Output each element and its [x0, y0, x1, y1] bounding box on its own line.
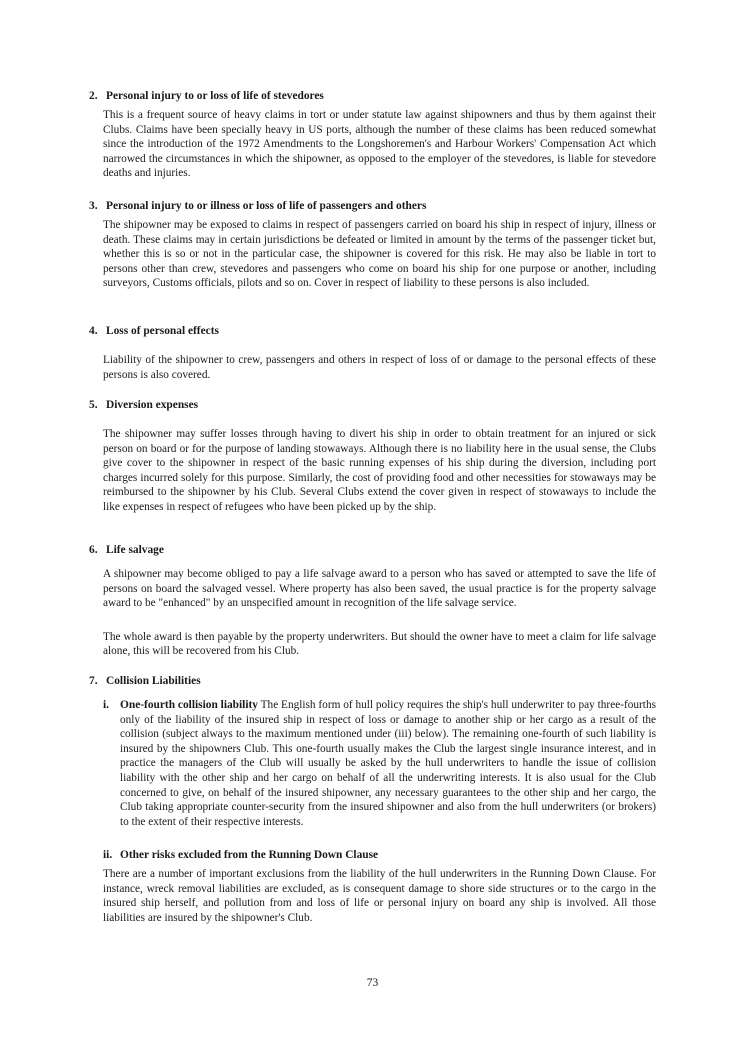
section-heading: 7. Collision Liabilities	[89, 675, 201, 687]
subsection-running-down-clause: ii. Other risks excluded from the Running Down Clause There are a number of important exclusions from the liability of the hull underwriters in the Running Down Clause. For instance, wreck removal liabilities are excluded, as is consequent damage to shore side structures or to the cargo in the insured ship herself, and pollution from and loss of life or personal injury on board any ship is involved. All those liabilities are insured by the shipowner's Club.	[89, 848, 656, 925]
section-heading: 3. Personal injury to or illness or loss of life of passengers and others	[89, 200, 427, 212]
section-personal-effects	[89, 324, 656, 382]
subsection-text: There are a number of important exclusions from the liability of the hull underwriters in the Running Down Clause. For instance, wreck removal liabilities are excluded, as is consequent damage to shore side structures or to the cargo in the insured ship herself, and pollution from and loss of life or personal injury on board any ship is involved. All those liabilities are insured by the shipowner's Club.	[103, 867, 656, 924]
section-paragraph: Liability of the shipowner to crew, passengers and others in respect of loss of or damage to the personal effects of these persons is also covered.	[103, 354, 656, 381]
section-diversion-expenses	[89, 398, 656, 515]
subsection-one-fourth-collision: i. One-fourth collision liability The English form of hull policy requires the ship's hull underwriter to pay three-fourths only of the liability of the insured ship in respect of loss or damage to another ship or her cargo as a result of the collision (subject always to the maximum mentioned under (iii) below). The remaining one-fourth of such liability is insured by the shipowners Club. This one-fourth usually makes the Club the largest single insurance interest, and in practice the managers of the Club will usually be asked by the hull underwriters to handle the issue of collision liability with the other ship and her cargo on behalf of all the underwriting interests. It is also usual for the Club concerned to give, on behalf of the insured shipowner, any necessary guarantees to the other ship and her cargo, the Club taking appropriate counter-security from the insured shipowner and also from the hull underwriters (or brokers) to the extent of their respective interests.	[103, 699, 656, 828]
section-paragraph: The shipowner may suffer losses through having to divert his ship in order to obtain treatment for an injured or sick person on board or for the purpose of landing stowaways. Although there is no liability here in the usual sense, the Clubs give cover to the shipowner in respect of the basic running expenses of his ship during the diversion, including port charges incurred solely for this purpose. Similarly, the cost of providing food and other necessities for stowaways may be reimbursed to the shipowner by his Club. Several Clubs extend the cover given in respect of stowaways to include the like expenses in respect of refugees who have been picked up by the ship.	[103, 428, 656, 513]
section-paragraph: The whole award is then payable by the property underwriters. But should the owner have to meet a claim for life salvage alone, this will be recovered from his Club.	[103, 630, 656, 658]
section-passengers	[89, 199, 656, 291]
subsection-title: Other risks excluded from the Running Down Clause	[120, 849, 379, 862]
section-heading: 6. Life salvage	[89, 544, 164, 556]
subsection-title: One-fourth collision liability	[120, 699, 258, 711]
section-heading: 4. Loss of personal effects	[89, 325, 219, 337]
section-heading: 2. Personal injury to or loss of life of stevedores	[89, 90, 324, 102]
section-stevedores	[89, 89, 656, 181]
section-paragraph: The shipowner may be exposed to claims in respect of passengers carried on board his ship in respect of injury, illness or death. These claims may in certain jurisdictions be defeated or limited in amount by the terms of the passenger ticket but, whether this is so or not in the particular case, the shipowner is covered for this risk. He may also be liable in tort to persons other than crew, stevedores and passengers who come on board his ship for one purpose or another, including surveyors, Customs officials, pilots and so on. Cover in respect of liability to these persons is also included.	[103, 219, 656, 290]
section-life-salvage	[89, 543, 656, 659]
section-collision-liabilities	[89, 674, 656, 925]
section-paragraph: This is a frequent source of heavy claims in tort or under statute law against shipowners and thus by them against their Clubs. Claims have been specially heavy in US ports, although the number of these claims has been reduced somewhat since the introduction of the 1972 Amendments to the Longshoremen's and Harbour Workers' Compensation Act which narrowed the circumstances in which the shipowner, as opposed to the employer of the stevedores, is liable for stevedore deaths and injuries.	[103, 109, 656, 180]
subsection-text: The English form of hull policy requires the ship's hull underwriter to pay three-fourths only of the liability of the insured ship in respect of loss or damage to another ship or her cargo as a result of the collision (subject always to the maximum mentioned under (iii) below). The remaining one-fourth of such liability is insured by the shipowners Club. This one-fourth usually makes the Club the largest single insurance interest, and in practice the managers of the Club will usually be asked by the hull underwriters to handle the issue of collision liability with the other ship and her cargo on behalf of all the underwriting interests. It is also usual for the Club concerned to give, on behalf of the insured shipowner, any necessary guarantees to the other ship and her cargo, the Club taking appropriate counter-security from the insured shipowner and also from the hull underwriters (or brokers) to the extent of their respective interests.	[120, 699, 656, 828]
section-heading: 5. Diversion expenses	[89, 399, 199, 411]
section-paragraph: A shipowner may become obliged to pay a life salvage award to a person who has saved or attempted to save the life of persons on board the salvaged vessel. Where property has also been saved, the usual practice is for the property salvage award to be "enhanced" by an unspecified amount in recognition of the life salvage service.	[103, 568, 656, 610]
page-number: 73	[366, 977, 379, 989]
